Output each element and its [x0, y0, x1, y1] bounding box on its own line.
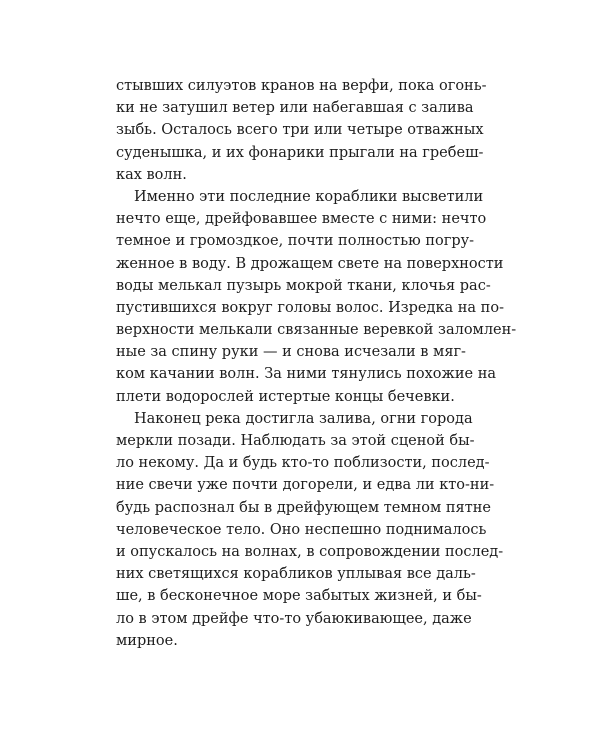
text-line: темное и громоздкое, почти полностью погру-: [116, 233, 475, 250]
text-line: них светящихся корабликов уплывая все даль-: [116, 566, 476, 583]
text-line: ком качании волн. За ними тянулись похожие на: [116, 366, 497, 383]
text-line: меркли позади. Наблюдать за этой сценой бы-: [116, 433, 475, 449]
text-line: человеческое тело. Оно неспешно поднималось: [116, 521, 487, 538]
text-line: верхности мелькали связанные веревкой заломлен-: [116, 322, 517, 339]
text-line: ные за спину руки — и снова исчезали в мяг-: [116, 344, 466, 361]
text-line: пустившихся вокруг головы волос. Изредка на по-: [116, 299, 504, 316]
text-line: ло некому. Да и будь кто-то поблизости, послед-: [116, 455, 490, 472]
text-line: плети водорослей истертые концы бечевки.: [116, 388, 455, 405]
body-text: [116, 75, 517, 652]
text-line: ках волн.: [116, 166, 187, 183]
text-line: зыбь. Осталось всего три или четыре отважных: [116, 122, 484, 139]
text-line: воды мелькал пузырь мокрой ткани, клочья рас-: [116, 277, 491, 294]
text-line: стывших силуэтов кранов на верфи, пока огонь-: [116, 78, 487, 94]
text-line: женное в воду. В дрожащем свете на поверхности: [116, 255, 504, 272]
text-line: ло в этом дрейфе что-то убаюкивающее, даже: [116, 610, 472, 627]
text-line: нечто еще, дрейфовавшее вместе с ними: нечто: [116, 211, 487, 228]
text-line: суденышка, и их фонарики прыгали на гребеш-: [116, 144, 484, 161]
text-line: будь распознал бы в дрейфующем темном пятне: [116, 499, 491, 516]
text-line: Наконец река достигла залива, огни города: [134, 410, 473, 427]
text-line: ки не затушил ветер или набегавшая с залива: [116, 100, 474, 117]
text-line: и опускалось на волнах, в сопровождении послед-: [116, 543, 504, 560]
text-line: Именно эти последние кораблики высветили: [134, 188, 484, 205]
text-line: мирное.: [116, 632, 178, 649]
text-line: ше, в бесконечное море забытых жизней, и бы-: [116, 588, 482, 605]
text-line: ние свечи уже почти догорели, и едва ли кто-ни-: [116, 477, 495, 494]
